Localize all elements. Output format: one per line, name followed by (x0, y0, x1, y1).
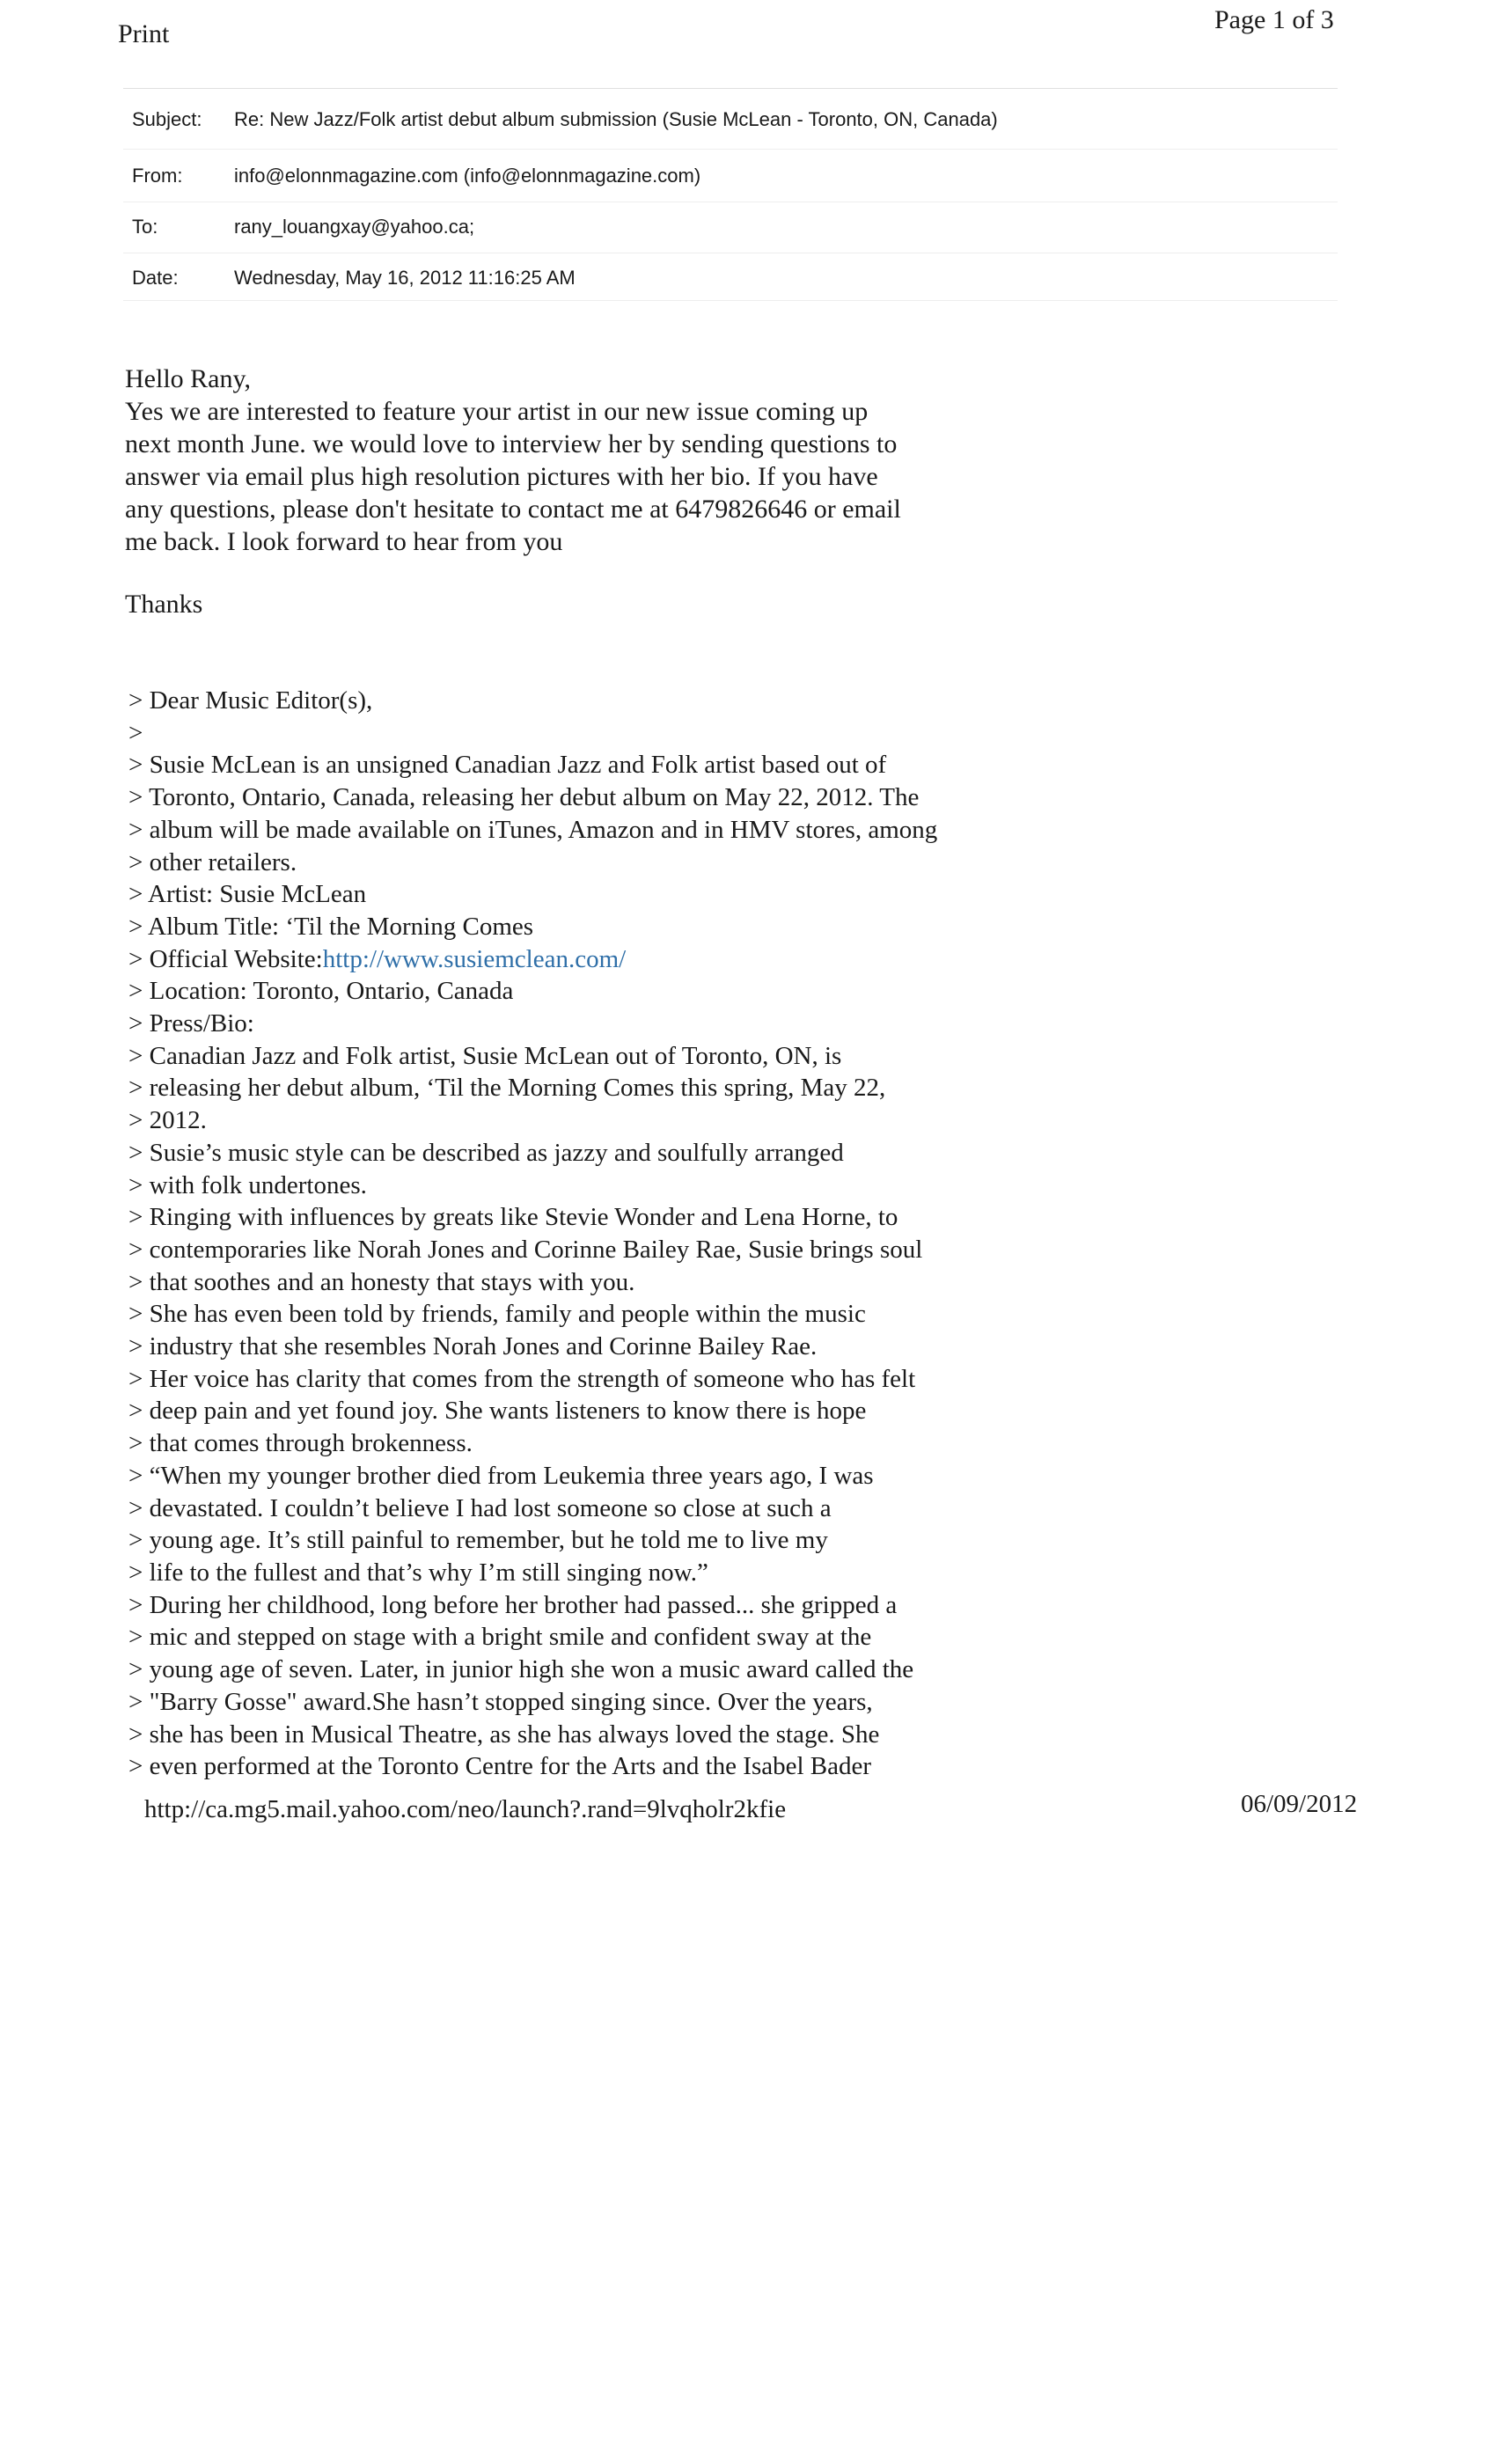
subject-label: Subject: (132, 108, 202, 130)
quoted-line: > releasing her debut album, ‘Til the Morning Comes this spring, May 22, (128, 1074, 886, 1103)
quoted-line: > During her childhood, long before her brother had passed... she gripped a (128, 1590, 898, 1619)
quoted-line: > that comes through brokenness. (128, 1429, 473, 1458)
from-value: info@elonnmagazine.com (info@elonnmagazine.com) (234, 165, 701, 187)
quoted-line: > industry that she resembles Norah Jones and Corinne Bailey Rae. (128, 1332, 818, 1361)
quoted-line: > Artist: Susie McLean (128, 880, 367, 909)
quoted-line: > Her voice has clarity that comes from the strength of someone who has felt (128, 1364, 916, 1393)
quoted-line: > deep pain and yet found joy. She wants listeners to know there is hope (128, 1397, 867, 1426)
quoted-line: > even performed at the Toronto Centre for the Arts and the Isabel Bader (128, 1752, 872, 1781)
body-line: answer via email plus high resolution pictures with her bio. If you have (125, 462, 878, 491)
quoted-line: > Susie’s music style can be described as jazzy and soulfully arranged (128, 1138, 844, 1167)
quoted-line: > with folk undertones. (128, 1170, 367, 1199)
greeting: Hello Rany, (125, 364, 252, 393)
subject-value: Re: New Jazz/Folk artist debut album submission (Susie McLean - Toronto, ON, Canada) (234, 108, 998, 130)
date-label: Date: (132, 267, 179, 289)
quoted-line: > she has been in Musical Theatre, as she has always loved the stage. She (128, 1720, 880, 1749)
page-indicator: Page 1 of 3 (1214, 5, 1334, 34)
email-header (123, 88, 1338, 301)
header-divider (123, 149, 1338, 150)
date-value: Wednesday, May 16, 2012 11:16:25 AM (234, 267, 576, 289)
body-line: me back. I look forward to hear from you (125, 527, 563, 556)
quoted-line: > “When my younger brother died from Leukemia three years ago, I was (128, 1461, 874, 1490)
footer-url: http://ca.mg5.mail.yahoo.com/neo/launch?.rand=9lvqholr2kfie (144, 1795, 787, 1823)
quoted-line: > Toronto, Ontario, Canada, releasing her debut album on May 22, 2012. The (128, 783, 920, 812)
quoted-line: > that soothes and an honesty that stays with you. (128, 1267, 635, 1296)
quoted-line: > Dear Music Editor(s), (128, 686, 373, 715)
message-body (125, 363, 1075, 620)
website-label: > Official Website: (128, 944, 323, 973)
footer-date: 06/09/2012 (1241, 1790, 1358, 1818)
quoted-line: > life to the fullest and that’s why I’m still singing now.” (128, 1558, 708, 1587)
quoted-line: > Susie McLean is an unsigned Canadian Jazz and Folk artist based out of (128, 751, 887, 780)
quoted-line: > "Barry Gosse" award.She hasn’t stopped singing since. Over the years, (128, 1687, 873, 1716)
website-link[interactable]: http://www.susiemclean.com/ (322, 944, 627, 973)
quoted-message (128, 685, 1114, 1783)
quoted-line: > Location: Toronto, Ontario, Canada (128, 977, 514, 1006)
quoted-line (128, 943, 1114, 976)
print-label[interactable]: Print (118, 19, 170, 48)
body-line: any questions, please don't hesitate to contact me at 6479826646 or email (125, 495, 901, 524)
quoted-line: > young age of seven. Later, in junior high she won a music award called the (128, 1655, 914, 1684)
from-label: From: (132, 165, 183, 187)
quoted-line: > devastated. I couldn’t believe I had lost someone so close at such a (128, 1493, 832, 1522)
quoted-line: > Album Title: ‘Til the Morning Comes (128, 912, 534, 941)
quoted-line: > other retailers. (128, 847, 297, 876)
to-label: To: (132, 216, 158, 238)
to-value: rany_louangxay@yahoo.ca; (234, 216, 475, 238)
quoted-line: > Canadian Jazz and Folk artist, Susie McLean out of Toronto, ON, is (128, 1041, 842, 1070)
signoff: Thanks (125, 590, 203, 619)
quoted-line: > contemporaries like Norah Jones and Corinne Bailey Rae, Susie brings soul (128, 1235, 923, 1264)
quoted-line: > (128, 718, 143, 747)
quoted-line: > young age. It’s still painful to remember, but he told me to live my (128, 1526, 828, 1555)
body-line: Yes we are interested to feature your artist in our new issue coming up (125, 397, 869, 426)
quoted-line: > album will be made available on iTunes, Amazon and in HMV stores, among (128, 815, 938, 844)
quoted-line: > Ringing with influences by greats like Stevie Wonder and Lena Horne, to (128, 1203, 898, 1232)
quoted-line: > mic and stepped on stage with a bright smile and confident sway at the (128, 1623, 872, 1652)
body-line: next month June. we would love to interview her by sending questions to (125, 429, 898, 458)
quoted-line: > She has even been told by friends, family and people within the music (128, 1300, 866, 1329)
quoted-line: > Press/Bio: (128, 1009, 254, 1038)
quoted-line: > 2012. (128, 1106, 207, 1135)
